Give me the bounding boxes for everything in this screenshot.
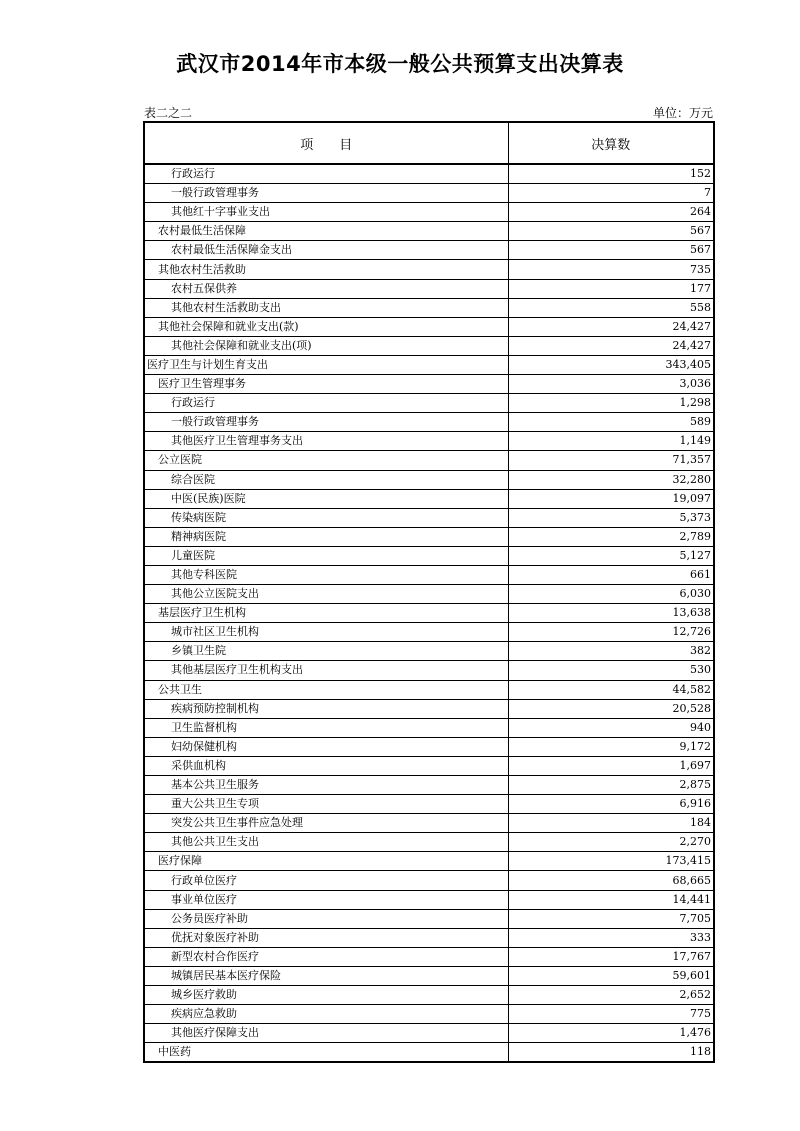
- row-item-name: 疾病预防控制机构: [144, 699, 508, 718]
- row-amount: 940: [508, 718, 714, 737]
- row-amount: 9,172: [508, 737, 714, 756]
- row-amount: 333: [508, 928, 714, 947]
- table-row: [144, 184, 714, 203]
- row-amount: 1,149: [508, 432, 714, 451]
- table-row: [144, 795, 714, 814]
- row-amount: 177: [508, 279, 714, 298]
- row-amount: 24,427: [508, 336, 714, 355]
- column-header-item-a: 项: [300, 137, 314, 153]
- row-item-name: 重大公共卫生专项: [144, 795, 508, 814]
- row-amount: 567: [508, 222, 714, 241]
- table-row: [144, 871, 714, 890]
- row-item-name: 行政运行: [144, 164, 508, 184]
- row-item-name: 中医(民族)医院: [144, 489, 508, 508]
- row-amount: 5,127: [508, 546, 714, 565]
- table-row: [144, 241, 714, 260]
- row-amount: 382: [508, 642, 714, 661]
- row-amount: 118: [508, 1043, 714, 1063]
- row-amount: 2,875: [508, 776, 714, 795]
- table-row: [144, 966, 714, 985]
- row-amount: 1,476: [508, 1024, 714, 1043]
- table-row: [144, 661, 714, 680]
- table-row: [144, 470, 714, 489]
- row-item-name: 农村最低生活保障: [144, 222, 508, 241]
- row-amount: 343,405: [508, 355, 714, 374]
- table-row: [144, 222, 714, 241]
- row-amount: 20,528: [508, 699, 714, 718]
- row-item-name: 公务员医疗补助: [144, 909, 508, 928]
- table-row: [144, 546, 714, 565]
- row-amount: 1,697: [508, 756, 714, 775]
- row-amount: 6,030: [508, 585, 714, 604]
- table-row: [144, 355, 714, 374]
- row-amount: 661: [508, 565, 714, 584]
- table-row: [144, 1024, 714, 1043]
- row-amount: 1,298: [508, 394, 714, 413]
- table-number: 表二之二: [144, 106, 193, 120]
- row-item-name: 其他医疗卫生管理事务支出: [144, 432, 508, 451]
- row-amount: 59,601: [508, 966, 714, 985]
- table-row: [144, 642, 714, 661]
- row-amount: 5,373: [508, 508, 714, 527]
- table-row: [144, 317, 714, 336]
- row-amount: 558: [508, 298, 714, 317]
- row-item-name: 卫生监督机构: [144, 718, 508, 737]
- table-row: [144, 1043, 714, 1063]
- row-amount: 17,767: [508, 947, 714, 966]
- row-amount: 2,270: [508, 833, 714, 852]
- row-amount: 14,441: [508, 890, 714, 909]
- row-item-name: 儿童医院: [144, 546, 508, 565]
- row-item-name: 优抚对象医疗补助: [144, 928, 508, 947]
- table-row: [144, 413, 714, 432]
- table-row: [144, 986, 714, 1005]
- row-amount: 2,789: [508, 527, 714, 546]
- table-row: [144, 852, 714, 871]
- table-row: [144, 260, 714, 279]
- row-amount: 12,726: [508, 623, 714, 642]
- row-item-name: 城市社区卫生机构: [144, 623, 508, 642]
- row-item-name: 传染病医院: [144, 508, 508, 527]
- table-row: [144, 909, 714, 928]
- table-row: [144, 336, 714, 355]
- table-row: [144, 833, 714, 852]
- row-amount: 264: [508, 203, 714, 222]
- row-item-name: 农村五保供养: [144, 279, 508, 298]
- table-row: [144, 451, 714, 470]
- table-row: [144, 432, 714, 451]
- table-row: [144, 737, 714, 756]
- table-row: [144, 527, 714, 546]
- row-amount: 71,357: [508, 451, 714, 470]
- row-amount: 44,582: [508, 680, 714, 699]
- row-item-name: 农村最低生活保障金支出: [144, 241, 508, 260]
- row-amount: 13,638: [508, 604, 714, 623]
- row-item-name: 医疗卫生与计划生育支出: [144, 355, 508, 374]
- row-item-name: 医疗保障: [144, 852, 508, 871]
- row-item-name: 其他公立医院支出: [144, 585, 508, 604]
- table-row: [144, 585, 714, 604]
- row-item-name: 其他社会保障和就业支出(项): [144, 336, 508, 355]
- table-row: [144, 718, 714, 737]
- table-row: [144, 565, 714, 584]
- row-amount: 3,036: [508, 375, 714, 394]
- row-item-name: 行政运行: [144, 394, 508, 413]
- row-item-name: 其他红十字事业支出: [144, 203, 508, 222]
- row-amount: 7,705: [508, 909, 714, 928]
- row-item-name: 医疗卫生管理事务: [144, 375, 508, 394]
- table-row: [144, 756, 714, 775]
- table-row: [144, 623, 714, 642]
- row-item-name: 其他医疗保障支出: [144, 1024, 508, 1043]
- row-item-name: 突发公共卫生事件应急处理: [144, 814, 508, 833]
- row-item-name: 其他专科医院: [144, 565, 508, 584]
- table-row: [144, 814, 714, 833]
- table-header-row: [144, 122, 714, 164]
- document-title: 武汉市2014年市本级一般公共预算支出决算表: [176, 52, 624, 76]
- column-header-amount: 决算数: [508, 122, 714, 164]
- table-row: [144, 279, 714, 298]
- row-item-name: 采供血机构: [144, 756, 508, 775]
- row-item-name: 其他农村生活救助支出: [144, 298, 508, 317]
- row-item-name: 城镇居民基本医疗保险: [144, 966, 508, 985]
- row-amount: 68,665: [508, 871, 714, 890]
- row-item-name: 其他社会保障和就业支出(款): [144, 317, 508, 336]
- row-amount: 6,916: [508, 795, 714, 814]
- row-amount: 19,097: [508, 489, 714, 508]
- table-row: [144, 298, 714, 317]
- row-item-name: 基本公共卫生服务: [144, 776, 508, 795]
- row-item-name: 基层医疗卫生机构: [144, 604, 508, 623]
- column-header-item-b: 目: [339, 137, 353, 153]
- table-row: [144, 680, 714, 699]
- row-item-name: 疾病应急救助: [144, 1005, 508, 1024]
- row-item-name: 行政单位医疗: [144, 871, 508, 890]
- row-item-name: 新型农村合作医疗: [144, 947, 508, 966]
- row-amount: 2,652: [508, 986, 714, 1005]
- row-amount: 24,427: [508, 317, 714, 336]
- row-amount: 184: [508, 814, 714, 833]
- table-row: [144, 604, 714, 623]
- table-row: [144, 375, 714, 394]
- row-item-name: 公共卫生: [144, 680, 508, 699]
- row-item-name: 事业单位医疗: [144, 890, 508, 909]
- row-item-name: 一般行政管理事务: [144, 413, 508, 432]
- row-amount: 589: [508, 413, 714, 432]
- table-row: [144, 489, 714, 508]
- row-amount: 32,280: [508, 470, 714, 489]
- table-row: [144, 947, 714, 966]
- row-item-name: 其他基层医疗卫生机构支出: [144, 661, 508, 680]
- table-row: [144, 890, 714, 909]
- row-item-name: 精神病医院: [144, 527, 508, 546]
- row-item-name: 一般行政管理事务: [144, 184, 508, 203]
- row-amount: 530: [508, 661, 714, 680]
- row-item-name: 乡镇卫生院: [144, 642, 508, 661]
- row-item-name: 其他农村生活救助: [144, 260, 508, 279]
- table-row: [144, 699, 714, 718]
- row-amount: 567: [508, 241, 714, 260]
- budget-table: [143, 121, 715, 1063]
- row-item-name: 妇幼保健机构: [144, 737, 508, 756]
- table-row: [144, 1005, 714, 1024]
- row-amount: 7: [508, 184, 714, 203]
- row-item-name: 公立医院: [144, 451, 508, 470]
- table-row: [144, 776, 714, 795]
- table-row: [144, 203, 714, 222]
- row-amount: 775: [508, 1005, 714, 1024]
- unit-label: 单位：万元: [652, 106, 713, 120]
- row-amount: 735: [508, 260, 714, 279]
- row-item-name: 中医药: [144, 1043, 508, 1063]
- table-row: [144, 394, 714, 413]
- row-amount: 152: [508, 164, 714, 184]
- table-row: [144, 928, 714, 947]
- column-header-item: [144, 122, 508, 164]
- table-body: [144, 164, 714, 1062]
- table-row: [144, 164, 714, 184]
- row-item-name: 其他公共卫生支出: [144, 833, 508, 852]
- row-amount: 173,415: [508, 852, 714, 871]
- row-item-name: 综合医院: [144, 470, 508, 489]
- row-item-name: 城乡医疗救助: [144, 986, 508, 1005]
- table-row: [144, 508, 714, 527]
